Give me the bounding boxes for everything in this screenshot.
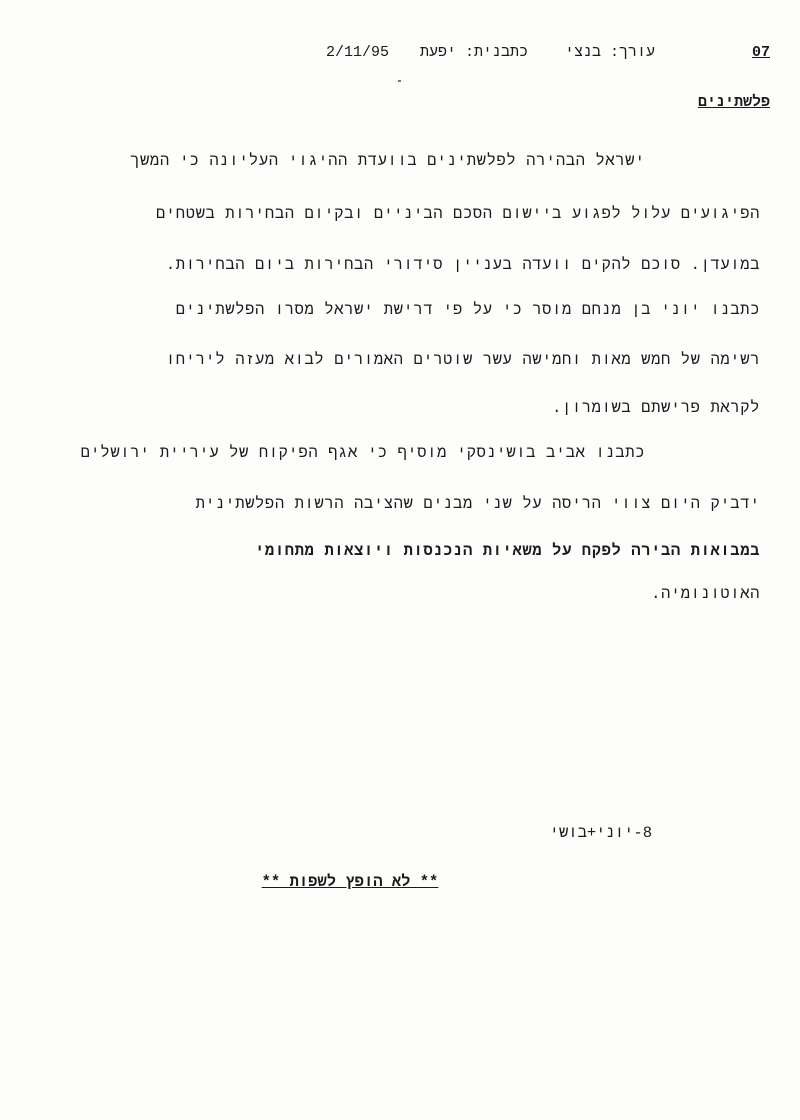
body-line-9: במבואות הבירה לפקח על משאיות הנכנסות ויוצאות מתחומי <box>255 542 760 560</box>
body-line-4: כתבנו יוני בן מנחם מוסר כי על פי דרישת ישראל מסרו הפלשתינים <box>175 301 760 319</box>
body-line-1: ישראל הבהירה לפלשתינים בוועדת ההיגוי העליונה כי המשך <box>130 152 645 170</box>
footer-note <box>0 873 700 891</box>
footer-note-text: ** לא הופץ לשפות ** <box>261 873 439 891</box>
body-line-5: רשימה של חמש מאות וחמישה עשר שוטרים האמורים לבוא מעזה ליריחו <box>165 351 760 369</box>
body-line-6: לקראת פרישתם בשומרון. <box>552 399 760 417</box>
editor-label: עורך: בנצי <box>565 44 656 61</box>
page-number: 07 <box>751 44 770 61</box>
body-line-2: הפיגועים עלול לפגוע ביישום הסכם הביניים ובקיום הבחירות בשטחים <box>156 205 760 223</box>
section-title: פלשתינים <box>697 94 770 111</box>
body-line-10: האוטונומיה. <box>651 585 760 603</box>
signature: 8-יוני+בושי <box>549 824 652 842</box>
body-line-3: במועדן. סוכם להקים וועדה בעניין סידורי הבחירות ביום הבחירות. <box>165 256 760 274</box>
body-line-7: כתבנו אביב בושינסקי מוסיף כי אגף הפיקוח של עיריית ירושלים <box>80 444 645 462</box>
writer-label: כתבנית: יפעת <box>420 44 529 61</box>
body-line-8: ידביק היום צווי הריסה על שני מבנים שהציבה הרשות הפלשתינית <box>195 495 760 513</box>
scan-speck <box>398 80 401 82</box>
date-label: 2/11/95 <box>326 44 390 61</box>
